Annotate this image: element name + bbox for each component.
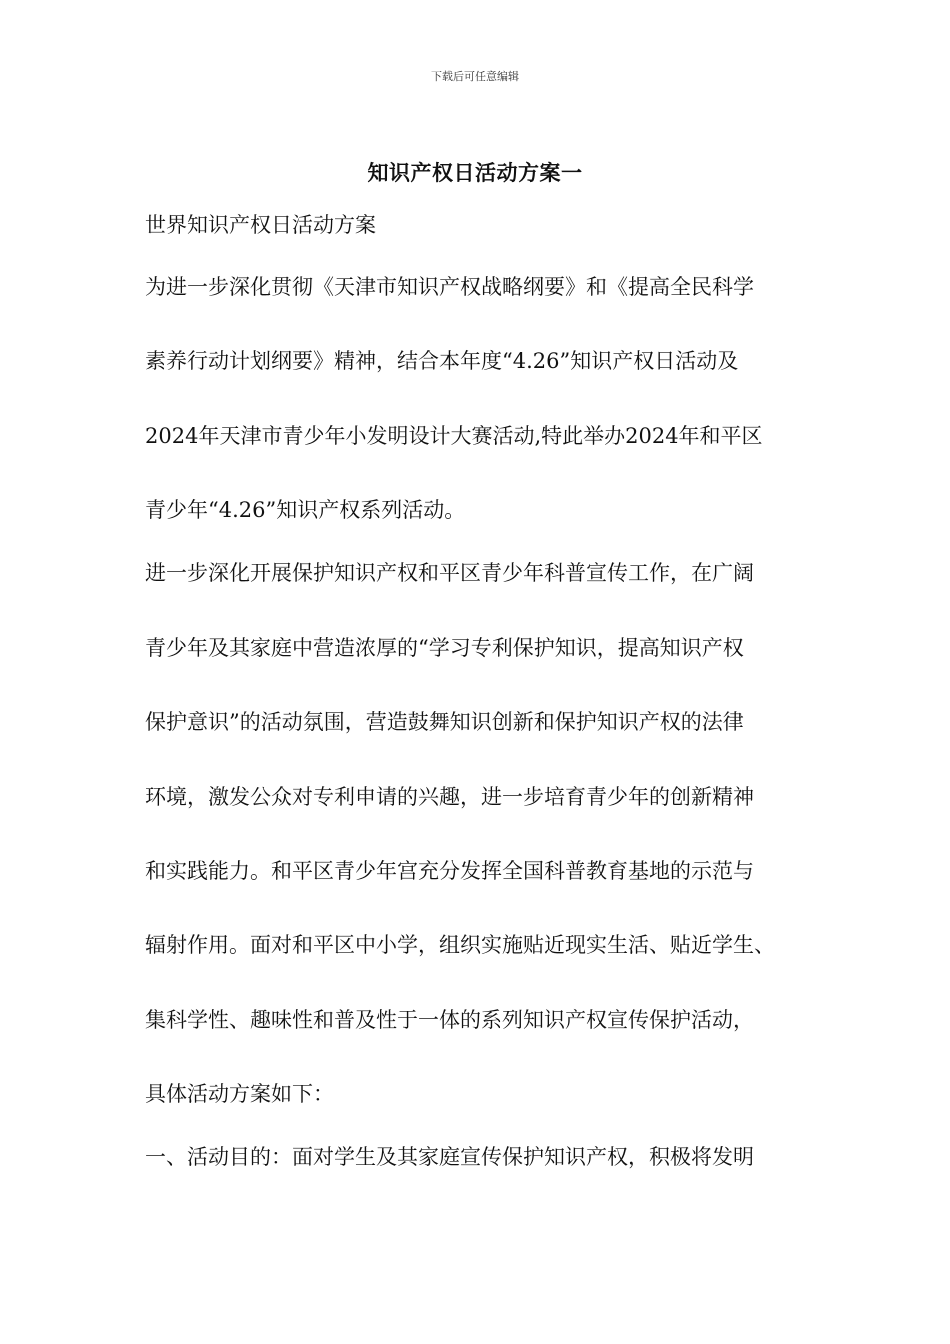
body-line: 集科学性、趣味性和普及性于一体的系列知识产权宣传保护活动，	[145, 1008, 754, 1032]
body-line: 保护意识”的活动氛围，营造鼓舞知识创新和保护知识产权的法律	[145, 710, 744, 734]
body-line: 辐射作用。面对和平区中小学，组织实施贴近现实生活、贴近学生、	[145, 933, 775, 957]
body-line: 进一步深化开展保护知识产权和平区青少年科普宣传工作，在广阔	[145, 561, 754, 585]
header-note: 下载后可任意编辑	[431, 70, 519, 83]
subtitle-line: 世界知识产权日活动方案	[145, 213, 376, 237]
body-line: 和实践能力。和平区青少年宫充分发挥全国科普教育基地的示范与	[145, 859, 754, 883]
body-line: 2024年天津市青少年小发明设计大赛活动,特此举办2024年和平区	[145, 424, 763, 448]
body-line: 具体活动方案如下：	[145, 1082, 334, 1106]
body-line: 青少年及其家庭中营造浓厚的“学习专利保护知识，提高知识产权	[145, 636, 744, 660]
body-line: 素养行动计划纲要》精神，结合本年度“4.26”知识产权日活动及	[145, 349, 739, 373]
body-line: 一、活动目的：面对学生及其家庭宣传保护知识产权，积极将发明	[145, 1145, 754, 1169]
body-line: 环境，激发公众对专利申请的兴趣，进一步培育青少年的创新精神	[145, 785, 754, 809]
document-title: 知识产权日活动方案一	[367, 160, 583, 185]
body-line: 为进一步深化贯彻《天津市知识产权战略纲要》和《提高全民科学	[145, 275, 754, 299]
body-line: 青少年“4.26”知识产权系列活动。	[145, 498, 466, 522]
